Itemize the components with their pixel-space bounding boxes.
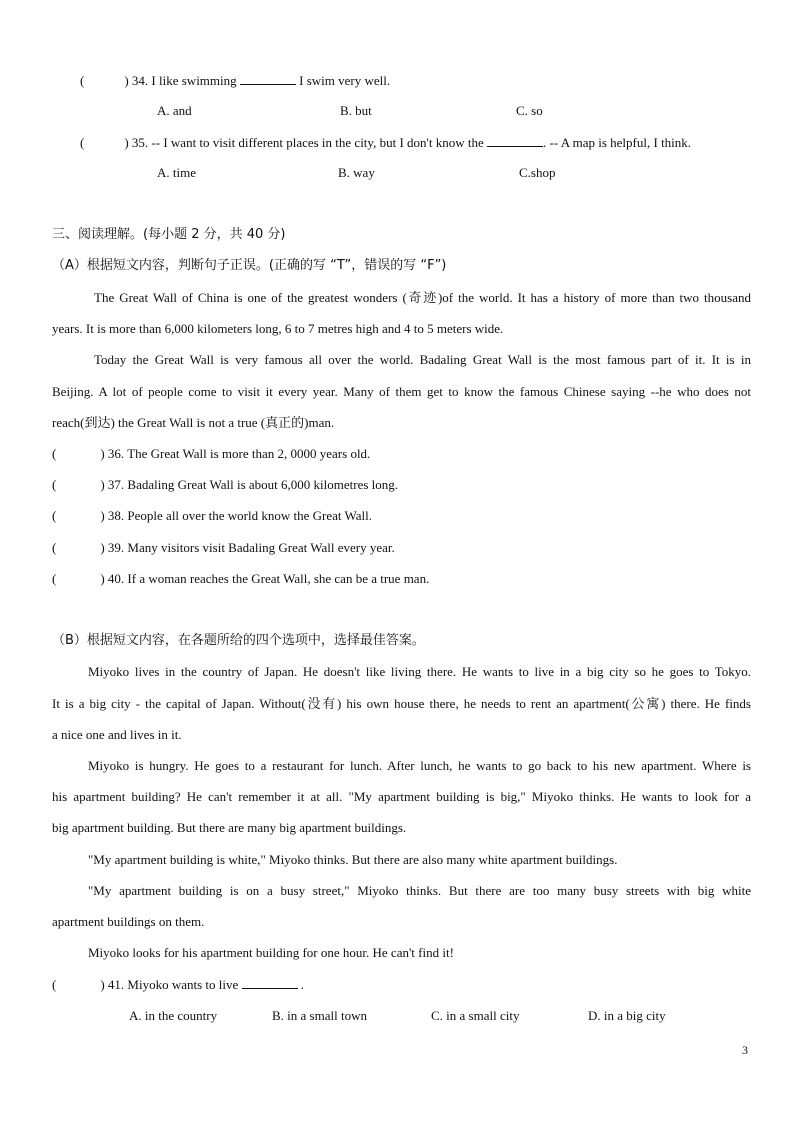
option-c: C. so <box>516 103 543 118</box>
question-text: ) 34. I like swimming <box>124 73 237 88</box>
passage-b-line: Miyoko lives in the country of Japan. He doesn't like living there. He wants to live in a big city so he goes to Tokyo. <box>88 664 751 679</box>
question-35 <box>80 134 691 151</box>
passage-b-line: It is a big city - the capital of Japan. Without(没有) his own house there, he needs to rent an apartment(公寓) there. He finds <box>52 696 751 711</box>
option-a: A. in the country <box>129 1008 218 1023</box>
question-tail: . -- A map is helpful, I think. <box>543 135 692 150</box>
option-b: B. way <box>338 165 375 180</box>
part-a-instruction: （A）根据短文内容，判断句子正误。(正确的写 “T”，错误的写 “F”) <box>52 258 447 273</box>
option-c: C.shop <box>519 165 556 180</box>
answer-paren-open: ( <box>80 73 85 88</box>
answer-blank <box>242 976 298 989</box>
answer-blank <box>487 134 543 147</box>
part-b-instruction: （B）根据短文内容，在各题所给的四个选项中，选择最佳答案。 <box>52 633 425 648</box>
passage-b-line: a nice one and lives in it. <box>52 727 182 742</box>
question-34 <box>80 72 390 89</box>
question-tail: I swim very well. <box>295 73 391 88</box>
passage-a-line: Today the Great Wall is very famous all over the world. Badaling Great Wall is the most famous part of it. It is in <box>94 352 751 367</box>
option-c: C. in a small city <box>431 1008 520 1023</box>
question-40: ( ) 40. If a woman reaches the Great Wall, she can be a true man. <box>52 571 430 586</box>
passage-b-line: his apartment building? He can't remember it at all. "My apartment building is big," Miyoko thinks. He wants to look for a <box>52 789 751 804</box>
section-heading: 三、阅读理解。(每小题 2 分，共 40 分) <box>52 227 286 242</box>
answer-blank <box>240 72 296 85</box>
option-b: B. in a small town <box>272 1008 367 1023</box>
passage-b-line: big apartment building. But there are many big apartment buildings. <box>52 820 407 835</box>
option-b: B. but <box>340 103 372 118</box>
question-36: ( ) 36. The Great Wall is more than 2, 0000 years old. <box>52 446 371 461</box>
passage-b-line: "My apartment building is on a busy street," Miyoko thinks. But there are too many busy streets with big white <box>88 883 751 898</box>
passage-a-line: The Great Wall of China is one of the greatest wonders (奇迹)of the world. It has a history of more than two thousand <box>94 290 751 305</box>
passage-a-line: years. It is more than 6,000 kilometers long, 6 to 7 metres high and 4 to 5 meters wide. <box>52 321 504 336</box>
passage-a-line: reach(到达) the Great Wall is not a true (真正的)man. <box>52 415 335 430</box>
passage-b-line: "My apartment building is white," Miyoko thinks. But there are also many white apartment buildings. <box>88 852 618 867</box>
option-a: A. time <box>157 165 196 180</box>
question-text: ) 35. -- I want to visit different places in the city, but I don't know the <box>124 135 484 150</box>
question-37: ( ) 37. Badaling Great Wall is about 6,000 kilometres long. <box>52 477 399 492</box>
passage-b-line: apartment buildings on them. <box>52 914 205 929</box>
passage-a-line: Beijing. A lot of people come to visit it every year. Many of them get to know the famous Chinese saying --he who does not <box>52 384 751 399</box>
page-number: 3 <box>742 1043 748 1057</box>
passage-b-line: Miyoko looks for his apartment building for one hour. He can't find it! <box>88 945 454 960</box>
passage-b-line: Miyoko is hungry. He goes to a restaurant for lunch. After lunch, he wants to go back to his new apartment. Where is <box>88 758 751 773</box>
option-a: A. and <box>157 103 192 118</box>
answer-paren-open: ( <box>80 135 85 150</box>
question-38: ( ) 38. People all over the world know the Great Wall. <box>52 508 372 523</box>
question-39: ( ) 39. Many visitors visit Badaling Great Wall every year. <box>52 540 395 555</box>
option-d: D. in a big city <box>588 1008 666 1023</box>
question-41: ( ) 41. Miyoko wants to live . <box>52 977 305 992</box>
